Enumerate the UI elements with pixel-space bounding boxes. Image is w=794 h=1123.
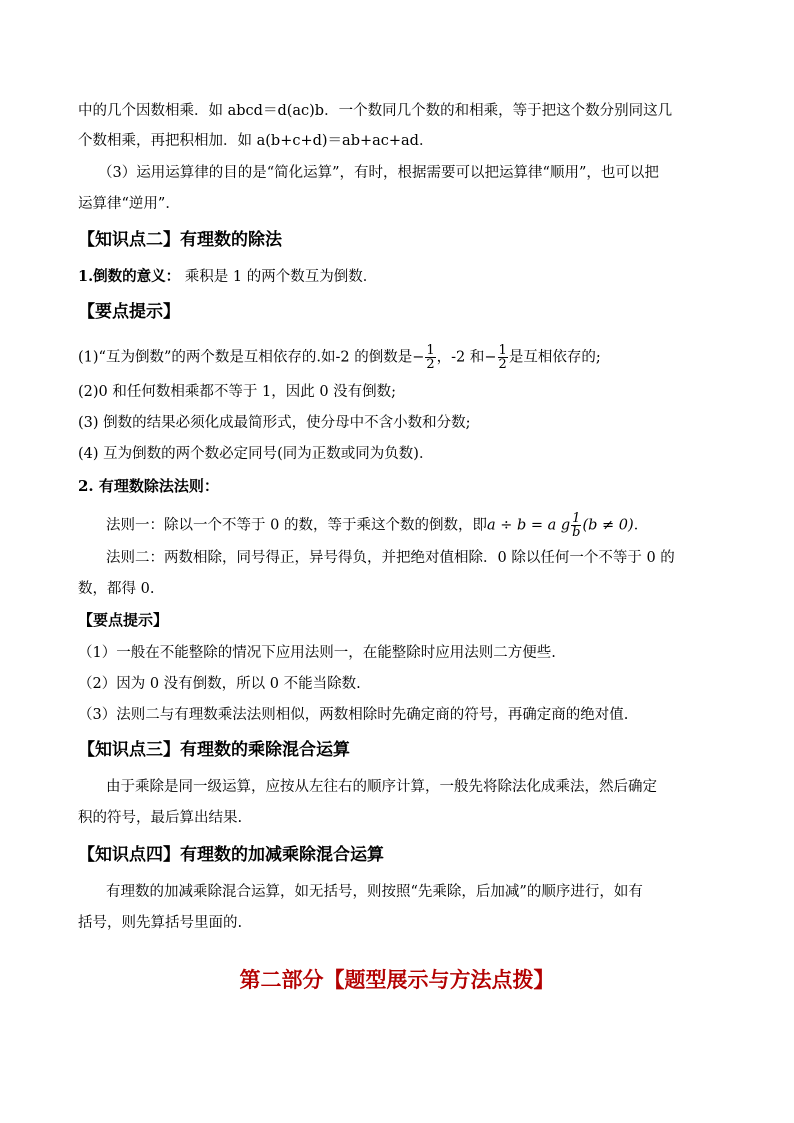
kp4-line-1: 有理数的加减乘除混合运算，如无括号，则按照“先乘除，后加减”的顺序进行，如有: [106, 884, 643, 900]
division-rule-heading: 2. 有理数除法法则：: [78, 477, 219, 495]
kp3-line-2: 积的符号，最后算出结果.: [78, 810, 243, 826]
reciprocal-definition-label: 1.倒数的意义：: [78, 268, 181, 285]
fraction-den: 2: [498, 357, 507, 372]
tip-1-mid: ，-2 和: [436, 349, 485, 366]
reciprocal-definition-text: 乘积是 1 的两个数互为倒数．: [180, 269, 378, 285]
rule-1-end: ．: [633, 517, 649, 534]
tips2-item-2: （2）因为 0 没有倒数，所以 0 不能当除数.: [78, 676, 361, 692]
intro-line-3: （3）运用运算律的目的是“简化运算”，有时，根据需要可以把运算律“顺用”，也可以把: [98, 165, 659, 181]
tips2-item-3: （3）法则二与有理数乘法法则相似，两数相除时先确定商的符号，再确定商的绝对值.: [78, 707, 629, 723]
intro-line-4: 运算律“逆用”．: [78, 196, 180, 212]
tips2-item-1: （1）一般在不能整除的情况下应用法则一，在能整除时应用法则二方便些.: [78, 645, 556, 661]
tip-1-frac-sign-a: −: [412, 349, 425, 366]
reciprocal-definition: [78, 267, 377, 287]
tip-1-frac-sign-b: −: [484, 349, 497, 366]
fraction-num: 1: [498, 343, 507, 358]
tip-2: (2)0 和任何数相乘都不等于 1，因此 0 没有倒数;: [78, 384, 397, 400]
fraction-one-half-b: [498, 344, 508, 371]
kp4-heading: 【知识点四】有理数的加减乘除混合运算: [78, 845, 384, 865]
fraction-den: 2: [426, 357, 435, 372]
tip-1-pre: (1)“互为倒数”的两个数是互相依存的.如-2 的倒数是: [78, 349, 413, 366]
fraction-num: 1: [426, 343, 435, 358]
tip-1-post: 是互相依存的;: [508, 349, 601, 366]
part-2-title: 第二部分【题型展示与方法点拨】: [239, 967, 555, 992]
division-rule-2-line-1: 法则二：两数相除，同号得正，异号得负，并把绝对值相除．0 除以任何一个不等于 0 的: [106, 550, 675, 566]
fraction-num: 1: [572, 511, 581, 526]
kp3-heading: 【知识点三】有理数的乘除混合运算: [78, 740, 350, 760]
division-rule-1: [106, 512, 648, 539]
kp4-line-2: 括号，则先算括号里面的.: [78, 915, 243, 931]
intro-line-2: 个数相乘，再把积相加．如 a(b+c+d)＝ab+ac+ad．: [78, 133, 434, 149]
fraction-one-half-a: [425, 344, 435, 371]
division-rule-2-line-2: 数，都得 0.: [78, 581, 155, 597]
kp2-tips-heading: 【要点提示】: [78, 302, 180, 322]
tip-3: (3) 倒数的结果必须化成最简形式，使分母中不含小数和分数;: [78, 415, 471, 431]
intro-line-1: 中的几个因数相乘．如 abcd＝d(ac)b．一个数同几个数的和相乘，等于把这个数分别同这几: [78, 103, 673, 119]
rule-1-text: 法则一：除以一个不等于 0 的数，等于乘这个数的倒数，即: [106, 517, 487, 534]
fraction-one-over-b: [571, 512, 581, 539]
kp3-line-1: 由于乘除是同一级运算，应按从左往右的顺序计算，一般先将除法化成乘法，然后确定: [106, 779, 657, 795]
rule-1-formula-a: a ÷ b = a g: [486, 517, 571, 534]
kp2-heading: 【知识点二】有理数的除法: [78, 230, 282, 250]
fraction-den: b: [572, 525, 581, 540]
tip-4: (4) 互为倒数的两个数必定同号(同为正数或同为负数)．: [78, 446, 434, 462]
tip-1: [78, 344, 601, 371]
kp2-tips2-heading: 【要点提示】: [78, 611, 169, 629]
rule-1-formula-b: (b ≠ 0): [582, 517, 634, 534]
